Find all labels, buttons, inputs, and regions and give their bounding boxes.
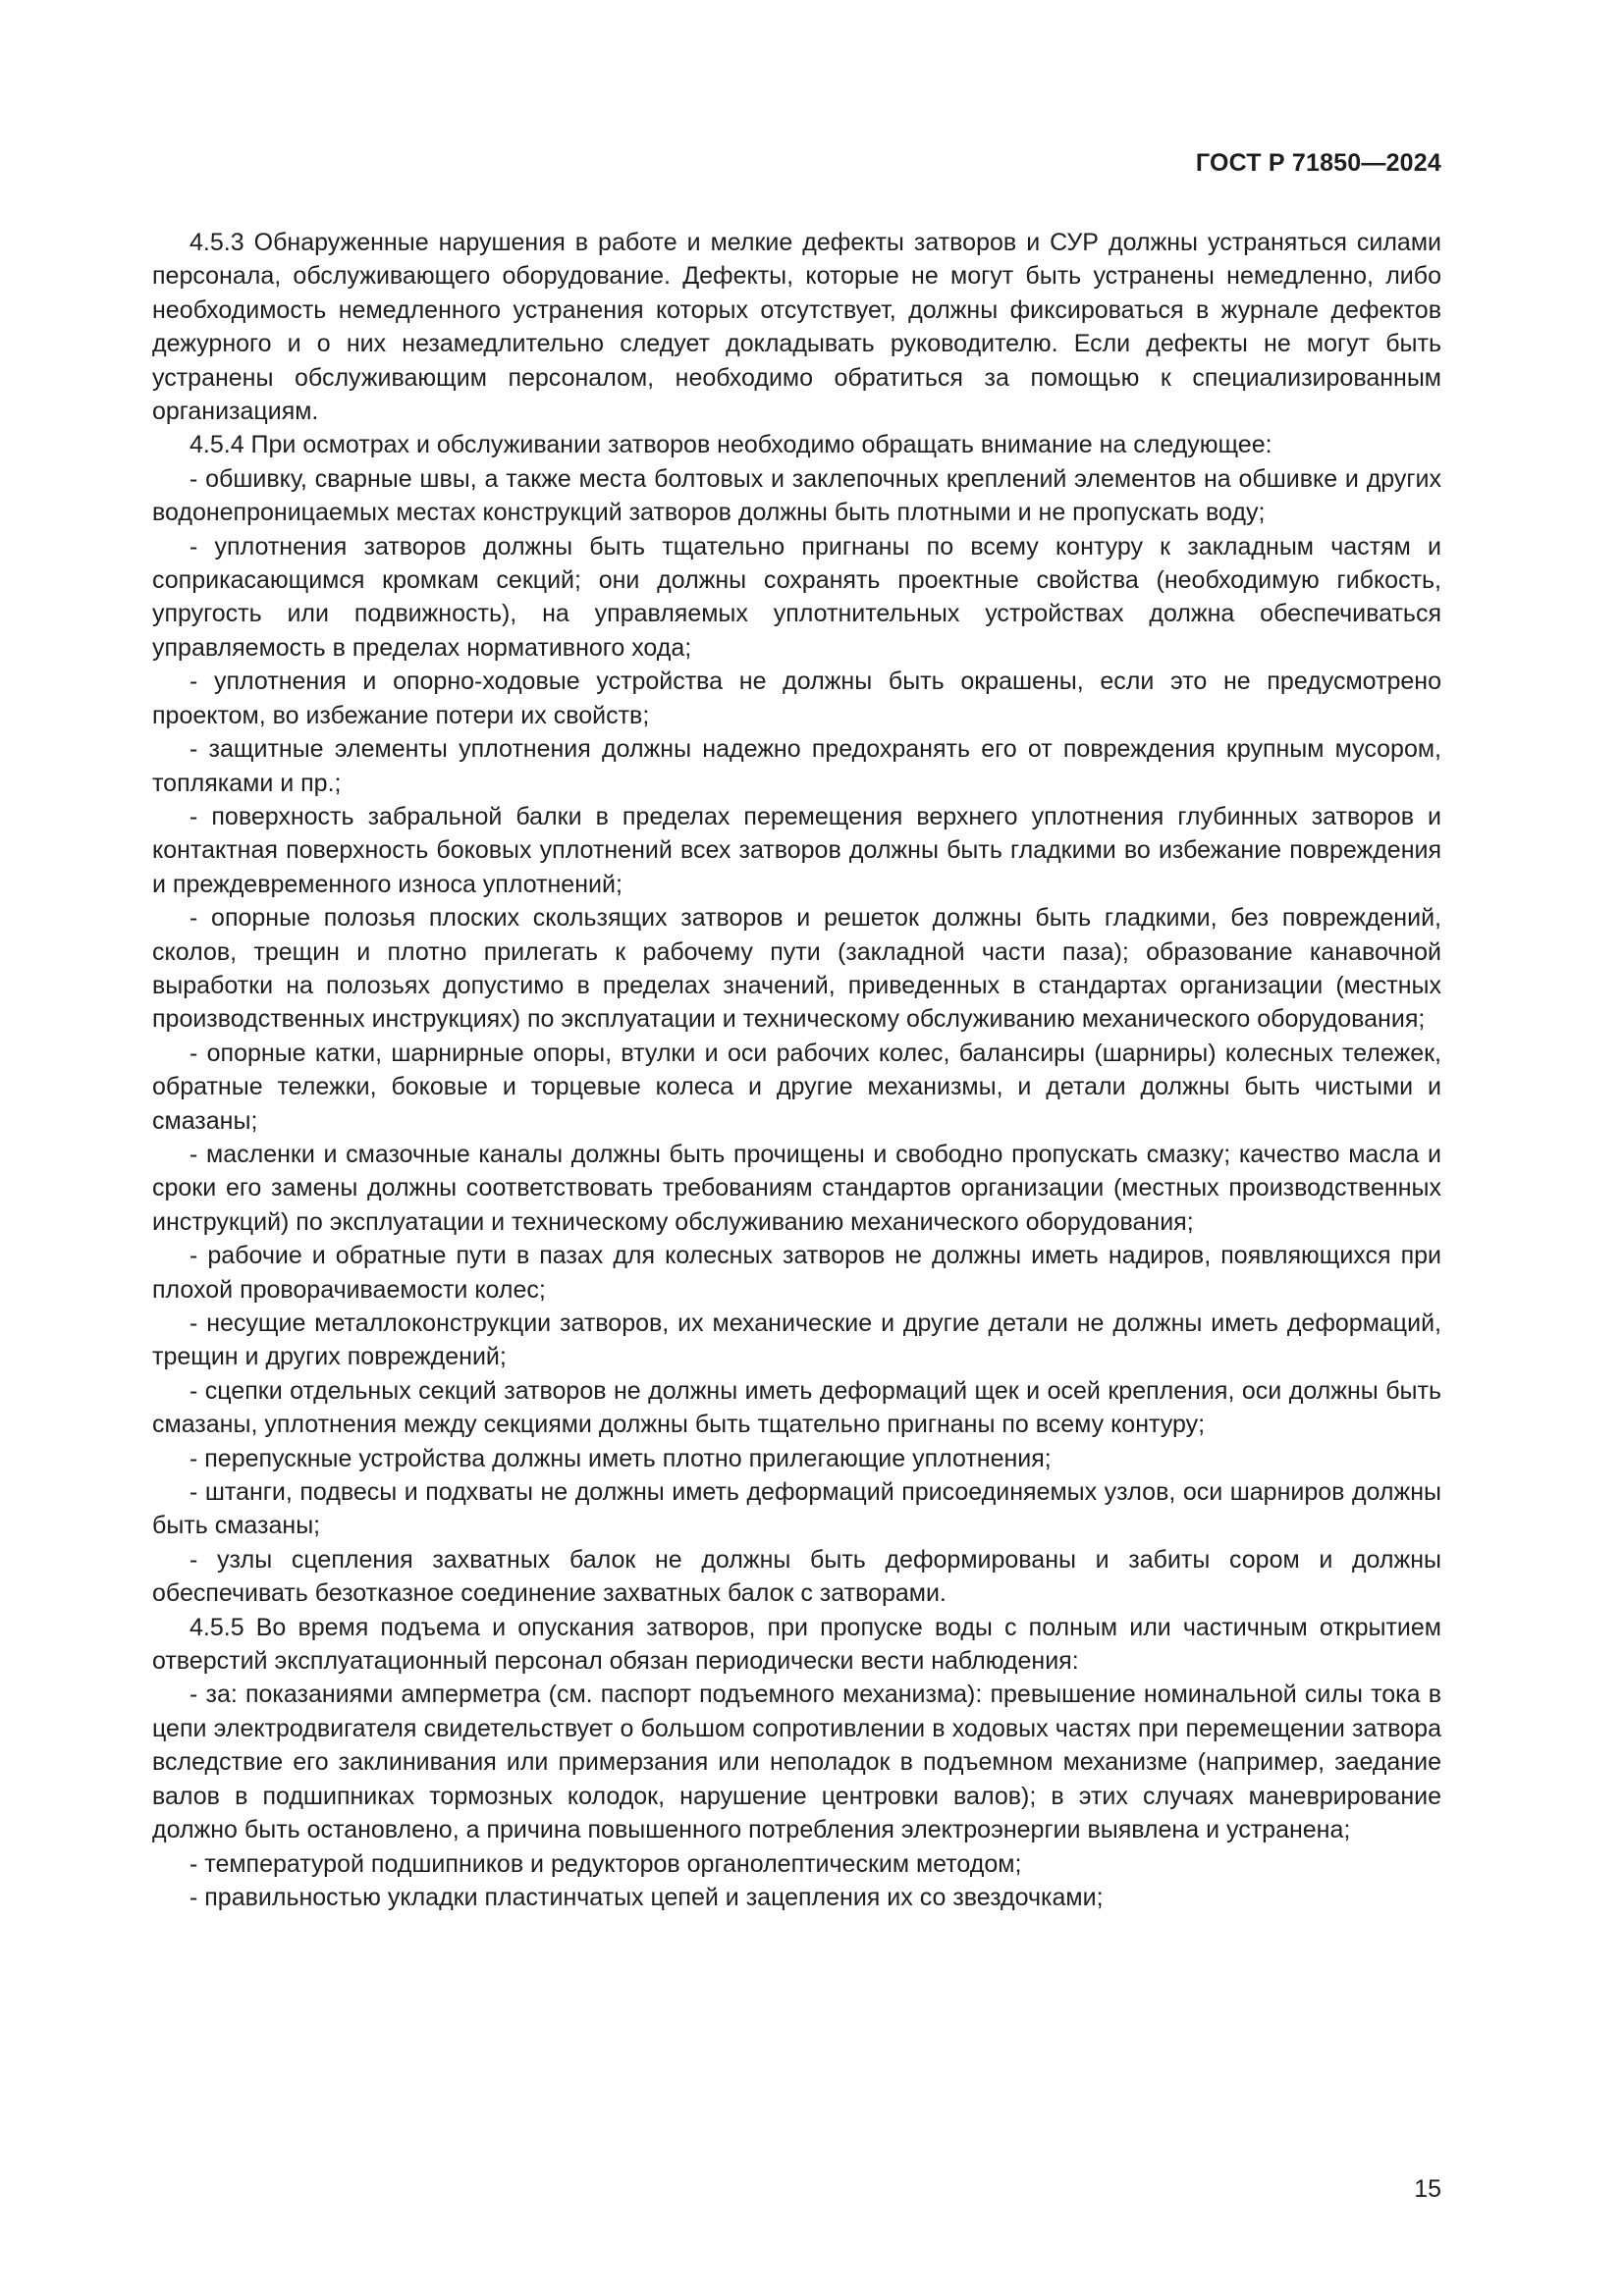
paragraph-4-5-3: 4.5.3 Обнаруженные нарушения в работе и мелкие дефекты затворов и СУР должны устраняться силами персонала, обслуживающего оборудование. Дефекты, которые не могут быть устранены немедленно, либо необходимость немедленного устранения которых отсутствует, должны фиксироваться в журнале дефектов дежурного и о них незамедлительно следует докладывать руководителю. Если дефекты не могут быть устранены обслуживающим персоналом, необходимо обратиться за помощью к специализированным организациям. bbox=[152, 229, 1441, 426]
list-item: - обшивку, сварные швы, а также места болтовых и заклепочных креплений элементов на обшивке и других водонепроницаемых местах конструкций затворов должны быть плотными и не пропускать воду; bbox=[152, 464, 1441, 527]
document-body bbox=[152, 226, 1441, 1914]
list-item: - правильностью укладки пластинчатых цепей и зацепления их со звездочками; bbox=[189, 1883, 1104, 1911]
paragraph-4-5-4: 4.5.4 При осмотрах и обслуживании затворов необходимо обращать внимание на следующее: bbox=[189, 431, 1272, 459]
list-item: - за: показаниями амперметра (см. паспорт подъемного механизма): превышение номинальной силы тока в цепи электродвигателя свидетельствует о большом сопротивлении в ходовых частях при перемещении затвора вследствие его заклинивания или примерзания или неполадок в подъемном механизме (например, заедание валов в подшипниках тормозных колодок, нарушение центровки валов); в этих случаях маневрирование должно быть остановлено, а причина повышенного потребления электроэнергии выявлена и устранена; bbox=[152, 1681, 1441, 1844]
list-item: - рабочие и обратные пути в пазах для колесных затворов не должны иметь надиров, появляющихся при плохой проворачиваемости колес; bbox=[152, 1242, 1441, 1304]
list-item: - несущие металлоконструкции затворов, их механические и другие детали не должны иметь деформаций, трещин и других повреждений; bbox=[152, 1309, 1441, 1371]
standard-code-header: ГОСТ Р 71850—2024 bbox=[1195, 149, 1441, 177]
list-item: - температурой подшипников и редукторов органолептическим методом; bbox=[189, 1849, 1022, 1878]
paragraph-4-5-5: 4.5.5 Во время подъема и опускания затворов, при пропуске воды с полным или частичным открытием отверстий эксплуатационный персонал обязан периодически вести наблюдения: bbox=[152, 1613, 1441, 1676]
list-item: - уплотнения и опорно-ходовые устройства не должны быть окрашены, если это не предусмотрено проектом, во избежание потери их свойств; bbox=[152, 667, 1441, 729]
list-item: - масленки и смазочные каналы должны быть прочищены и свободно пропускать смазку; качество масла и сроки его замены должны соответствовать требованиям стандартов организации (местных производственных инструкций) по эксплуатации и техническому обслуживанию механического оборудования; bbox=[152, 1140, 1441, 1236]
list-item: - опорные полозья плоских скользящих затворов и решеток должны быть гладкими, без повреждений, сколов, трещин и плотно прилегать к рабочему пути (закладной части паза); образование канавочной выработки на полозьях допустимо в пределах значений, приведенных в стандартах организации (местных производственных инструкциях) по эксплуатации и техническому обслуживанию механического оборудования; bbox=[152, 904, 1441, 1034]
page-number: 15 bbox=[1414, 2175, 1441, 2203]
list-item: - опорные катки, шарнирные опоры, втулки и оси рабочих колес, балансиры (шарниры) колесных тележек, обратные тележки, боковые и торцевые колеса и другие механизмы, и детали должны быть чистыми и смазаны; bbox=[152, 1039, 1441, 1135]
list-item: - перепускные устройства должны иметь плотно прилегающие уплотнения; bbox=[189, 1444, 1052, 1472]
list-item: - узлы сцепления захватных балок не должны быть деформированы и забиты сором и должны обеспечивать безотказное соединение захватных балок с затворами. bbox=[152, 1545, 1441, 1608]
list-item: - штанги, подвесы и подхваты не должны иметь деформаций присоединяемых узлов, оси шарниров должны быть смазаны; bbox=[152, 1478, 1441, 1540]
list-item: - сцепки отдельных секций затворов не должны иметь деформаций щек и осей крепления, оси должны быть смазаны, уплотнения между секциями должны быть тщательно пригнаны по всему контуру; bbox=[152, 1376, 1441, 1439]
list-item: - защитные элементы уплотнения должны надежно предохранять его от повреждения крупным мусором, топляками и пр.; bbox=[152, 735, 1441, 797]
list-item: - уплотнения затворов должны быть тщательно пригнаны по всему контуру к закладным частям и соприкасающимся кромкам секций; они должны сохранять проектные свойства (необходимую гибкость, упругость или подвижность), на управляемых уплотнительных устройствах должна обеспечиваться управляемость в пределах нормативного хода; bbox=[152, 532, 1441, 662]
list-item: - поверхность забральной балки в пределах перемещения верхнего уплотнения глубинных затворов и контактная поверхность боковых уплотнений всех затворов должны быть гладкими во избежание повреждения и преждевременного износа уплотнений; bbox=[152, 802, 1441, 898]
